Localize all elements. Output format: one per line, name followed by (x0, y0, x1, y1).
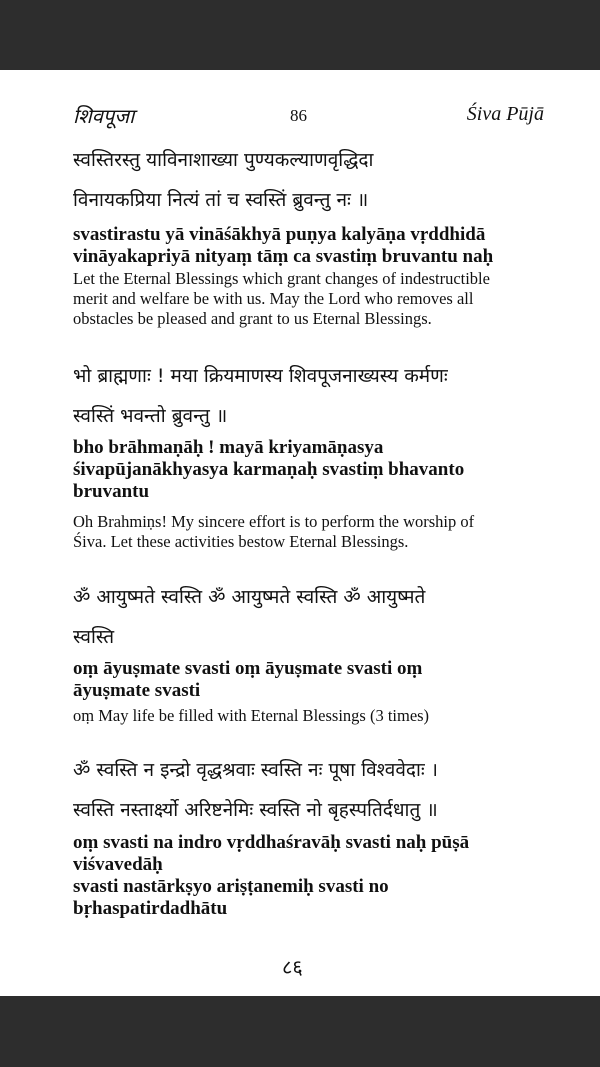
devanagari-line: स्वस्ति (73, 626, 115, 648)
transliteration-line: bṛhaspatirdadhātu (73, 898, 228, 919)
transliteration-3 (73, 658, 553, 702)
transliteration-line: bruvantu (73, 481, 150, 502)
transliteration-line: bho brāhmaṇāḥ ! mayā kriyamāṇasya (73, 437, 384, 458)
transliteration-line: viśvavedāḥ (73, 854, 163, 875)
transliteration-line: oṃ āyuṣmate svasti oṃ āyuṣmate svasti oṃ (73, 658, 423, 679)
translation-line: oṃ May life be filled with Eternal Blessings (3 times) (73, 706, 430, 725)
devanagari-line: ॐ आयुष्मते स्वस्ति ॐ आयुष्मते स्वस्ति ॐ आयुष्मते (73, 586, 426, 608)
transliteration-1 (73, 224, 553, 268)
header-page-number: 86 (290, 106, 307, 125)
translation-line: Oh Brahmiṇs! My sincere effort is to perform the worship of (73, 512, 475, 531)
devanagari-line: स्वस्तिं भवन्तो ब्रुवन्तु ॥ (73, 405, 228, 427)
transliteration-line: śivapūjanākhyasya karmaṇaḥ svastiṃ bhavanto (73, 459, 465, 480)
verse-section-2 (73, 356, 553, 436)
devanagari-line: ॐ स्वस्ति न इन्द्रो वृद्धश्रवाः स्वस्ति नः पूषा विश्ववेदाः । (73, 759, 438, 781)
translation-line: Let the Eternal Blessings which grant changes of indestructible (73, 269, 490, 288)
transliteration-line: svasti nastārkṣyo ariṣṭanemiḥ svasti no (73, 876, 389, 897)
top-bar (0, 0, 600, 70)
transliteration-line: āyuṣmate svasti (73, 680, 201, 701)
transliteration-line: oṃ svasti na indro vṛddhaśravāḥ svasti naḥ pūṣā (73, 832, 470, 853)
devanagari-line: स्वस्ति नस्तार्क्ष्यो अरिष्टनेमिः स्वस्ति नो बृहस्पतिर्दधातु ॥ (73, 799, 438, 821)
book-page (0, 70, 600, 996)
verse-section-4 (73, 750, 553, 830)
header-title-devanagari: शिवपूजा (73, 104, 135, 128)
bottom-bar (0, 996, 600, 1067)
translation-1 (73, 269, 553, 329)
transliteration-2 (73, 437, 553, 503)
verse-section-3 (73, 577, 553, 657)
footer-page-number: ८६ (282, 955, 303, 979)
transliteration-line: vināyakapriyā nityaṃ tāṃ ca svastiṃ bruvantu naḥ (73, 246, 494, 267)
devanagari-line: स्वस्तिरस्तु याविनाशाख्या पुण्यकल्याणवृद्धिदा (73, 149, 374, 171)
translation-2 (73, 512, 553, 552)
transliteration-4 (73, 832, 553, 920)
translation-line: merit and welfare be with us. May the Lord who removes all (73, 289, 474, 308)
translation-3 (73, 706, 553, 726)
devanagari-line: विनायकप्रिया नित्यं तां च स्वस्तिं ब्रुवन्तु नः ॥ (73, 189, 369, 211)
verse-section-1 (73, 140, 553, 220)
translation-line: Śiva. Let these activities bestow Eternal Blessings. (73, 532, 409, 551)
transliteration-line: svastirastu yā vināśākhyā puṇya kalyāṇa vṛddhidā (73, 224, 486, 245)
devanagari-line: भो ब्राह्मणाः ! मया क्रियमाणस्य शिवपूजनाख्यस्य कर्मणः (73, 365, 448, 387)
translation-line: obstacles be pleased and grant to us Eternal Blessings. (73, 309, 432, 328)
header-title-roman: Śiva Pūjā (466, 103, 544, 125)
